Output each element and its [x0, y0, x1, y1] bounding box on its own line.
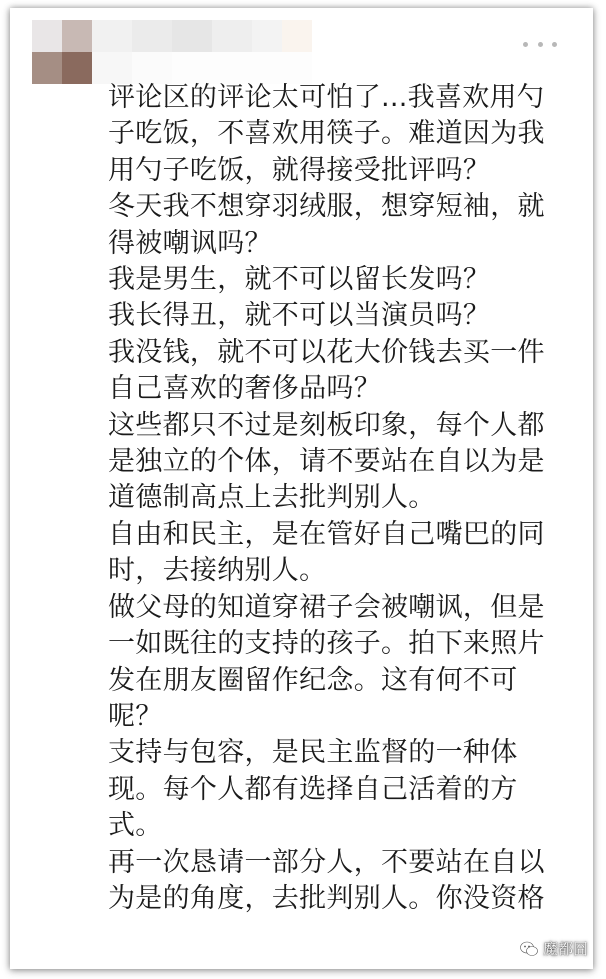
comment-card	[10, 8, 593, 969]
watermark-text: 魔都囧	[542, 940, 588, 958]
mosaic-tile	[62, 20, 92, 52]
comment-line: 子吃饭，不喜欢用筷子。难道因为我	[108, 118, 545, 150]
mosaic-tile	[212, 20, 252, 52]
mosaic-tile	[172, 20, 212, 52]
watermark	[520, 938, 588, 959]
comment-line: 支持与包容，是民主监督的一种体	[108, 737, 518, 769]
comment-line: 得被嘲讽吗？	[108, 227, 272, 259]
comment-line: 我长得丑，就不可以当演员吗？	[108, 300, 491, 332]
more-options-button[interactable]	[523, 34, 557, 54]
comment-line: 发在朋友圈留作纪念。这有何不可	[108, 664, 518, 696]
comment-text	[108, 80, 570, 917]
mosaic-tile	[92, 20, 132, 52]
comment-line: 一如既往的支持的孩子。拍下来照片	[108, 628, 545, 660]
comment-line: 自己喜欢的奢侈品吗？	[108, 373, 381, 405]
comment-line: 冬天我不想穿羽绒服，想穿短袖，就	[108, 191, 545, 223]
comment-line: 道德制高点上去批判别人。	[108, 482, 436, 514]
comment-line: 时，去接纳别人。	[108, 555, 327, 587]
censored-user-mosaic	[32, 20, 312, 84]
comment-card-body	[10, 8, 593, 969]
mosaic-tile	[132, 20, 172, 52]
comment-line: 现。每个人都有选择自己活着的方	[108, 773, 518, 805]
more-dots-icon	[523, 42, 528, 47]
comment-line: 做父母的知道穿裙子会被嘲讽，但是	[108, 591, 545, 623]
comment-line: 式。	[108, 810, 163, 842]
mosaic-tile	[32, 52, 62, 84]
more-dots-icon	[552, 42, 557, 47]
comment-line: 用勺子吃饭，就得接受批评吗？	[108, 154, 491, 186]
comment-line: 是独立的个体，请不要站在自以为是	[108, 446, 545, 478]
comment-line: 我没钱，就不可以花大价钱去买一件	[108, 336, 545, 368]
mosaic-tile	[252, 20, 282, 52]
comment-line: 为是的角度，去批判别人。你没资格	[108, 882, 545, 914]
mosaic-tile	[32, 20, 62, 52]
wechat-icon	[520, 941, 538, 957]
comment-line: 呢？	[108, 700, 163, 732]
more-dots-icon	[538, 42, 543, 47]
comment-line: 再一次恳请一部分人，不要站在自以	[108, 846, 545, 878]
comment-line: 这些都只不过是刻板印象，每个人都	[108, 409, 545, 441]
comment-line: 评论区的评论太可怕了...我喜欢用勺	[108, 82, 545, 113]
comment-line: 自由和民主，是在管好自己嘴巴的同	[108, 518, 545, 550]
mosaic-tile	[282, 20, 312, 52]
mosaic-tile	[62, 52, 92, 84]
comment-line: 我是男生，就不可以留长发吗？	[108, 264, 491, 296]
